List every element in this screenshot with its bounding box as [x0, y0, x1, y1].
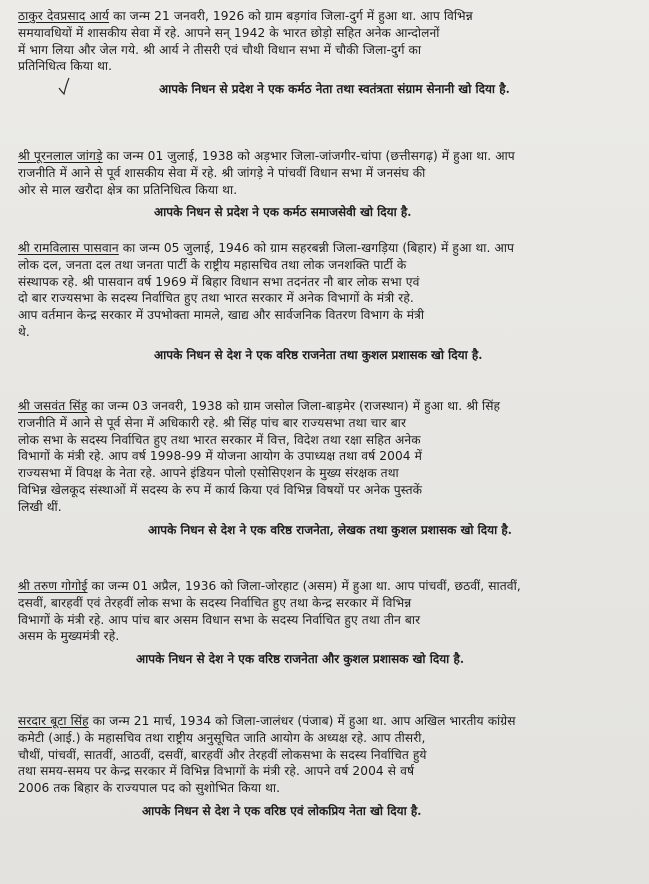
obituary-text — [18, 578, 630, 645]
tribute-line: आपके निधन से देश ने एक वरिष्ठ राजनेता तथा कुशल प्रशासक खो दिया है. — [154, 347, 483, 362]
obituary-text — [18, 148, 630, 198]
obituary-buta-singh — [18, 713, 630, 819]
obituary-body: का जन्म 21 जनवरी, 1926 को ग्राम बड़गांव जिला-दुर्ग में हुआ था. आप विभिन्न समयावधियों में शासकीय सेवा में रहे. आपने सन् 1942 के भारत छोड़ो सहित अनेक आन्दोलनों में भाग लिया और जेल गये. श्री आर्य ने तीसरी एवं चौथी विधान सभा में चौकी जिला-दुर्ग का प्रतिनिधित्व किया था. — [18, 9, 473, 74]
obituary-body: का जन्म 01 अप्रैल, 1936 को जिला-जोरहाट (असम) में हुआ था. आप पांचवीं, छठवीं, सातवीं, दसवीं, बारहवीं एवं तेरहवीं लोक सभा के सदस्य निर्वाचित हुए तथा केन्द्र सरकार में विभिन्न विभागों के मंत्री रहे. आप पांच बार असम विधान सभा के सदस्य निर्वाचित हुए तथा तीन बार असम के मुख्यमंत्री रहे. — [18, 579, 521, 644]
obituary-body: का जन्म 03 जनवरी, 1938 को ग्राम जसोल जिला-बाड़मेर (राजस्थान) में हुआ था. श्री सिंह राजनीति में आने से पूर्व सेना में अधिकारी रहे. श्री सिंह पांच बार राज्यसभा तथा चार बार लोक सभा के सदस्य निर्वाचित हुए तथा भारत सरकार में वित्त, विदेश तथा रक्षा सहित अनेक विभागों के मंत्री रहे. आप वर्ष 1998-99 में योजना आयोग के उपाध्यक्ष तथा वर्ष 2004 में राज्यसभा में विपक्ष के नेता रहे. आपने इंडियन पोलो एसोसिएशन के मुख्य संरक्षक तथा विभिन्न खेलकूद संस्थाओं में सदस्य के रुप में कार्य किया एवं विभिन्न विषयों पर अनेक पुस्तकें लिखी थीं. — [18, 399, 501, 514]
obituary-tarun-gogoi — [18, 578, 630, 667]
obituary-body: का जन्म 01 जुलाई, 1938 को अड़भार जिला-जांजगीर-चांपा (छत्तीसगढ़) में हुआ था. आप राजनीति में आने से पूर्व शासकीय सेवा में रहे. श्री जांगड़े ने पांचवीं विधान सभा में जनसंघ की ओर से माल खरौदा क्षेत्र का प्रतिनिधित्व किया था. — [18, 149, 515, 197]
obituary-text — [18, 713, 630, 797]
obituary-body: का जन्म 05 जुलाई, 1946 को ग्राम सहरबन्नी जिला-खगड़िया (बिहार) में हुआ था. आप लोक दल, जनता दल तथा जनता पार्टी के राष्ट्रीय महासचिव तथा लोक जनशक्ति पार्टी के संस्थापक रहे. श्री पासवान वर्ष 1969 में बिहार विधान सभा तदनंतर नौ बार लोक सभा एवं दो बार राज्यसभा के सदस्य निर्वाचित हुए तथा भारत सरकार में अनेक विभागों के मंत्री रहे. आप वर्तमान केन्द्र सरकार में उपभोक्ता मामले, खाद्य और सार्वजनिक वितरण विभाग के मंत्री थे. — [18, 241, 515, 339]
tribute-line: आपके निधन से देश ने एक वरिष्ठ राजनेता, लेखक तथा कुशल प्रशासक खो दिया है. — [148, 522, 512, 537]
tribute-line: आपके निधन से देश ने एक वरिष्ठ एवं लोकप्रिय नेता खो दिया है. — [142, 803, 422, 818]
person-name: श्री तरुण गोगोई — [18, 579, 88, 593]
person-name: श्री रामविलास पासवान — [18, 241, 119, 255]
person-name: सरदार बूटा सिंह — [18, 714, 89, 728]
person-name: ठाकुर देवप्रसाद आर्य — [18, 9, 110, 23]
obituary-text — [18, 398, 630, 516]
tribute-line: आपके निधन से देश ने एक वरिष्ठ राजनेता और कुशल प्रशासक खो दिया है. — [136, 652, 464, 667]
obituary-ramvilas-paswan — [18, 240, 630, 363]
obituary-jaswant-singh — [18, 398, 630, 538]
person-name: श्री जसवंत सिंह — [18, 399, 88, 413]
tribute-line: आपके निधन से प्रदेश ने एक कर्मठ नेता तथा स्वतंत्रता संग्राम सेनानी खो दिया है. — [159, 82, 510, 97]
person-name: श्री पूरनलाल जांगड़े — [18, 149, 103, 163]
obituary-puranlal-jangde — [18, 148, 630, 220]
tribute-line: आपके निधन से प्रदेश ने एक कर्मठ समाजसेवी खो दिया है. — [154, 205, 412, 220]
obituary-text — [18, 240, 630, 341]
obituary-thakur-devprasad-arya — [18, 8, 630, 97]
obituary-text — [18, 8, 630, 75]
obituary-body: का जन्म 21 मार्च, 1934 को जिला-जालंधर (पंजाब) में हुआ था. आप अखिल भारतीय कांग्रेस कमेटी (आई.) के महासचिव तथा राष्ट्रीय अनुसूचित जाति आयोग के अध्यक्ष रहे. आप तीसरी, चौथीं, पांचवीं, सातवीं, आठवीं, दसवीं, बारहवीं और तेरहवीं लोकसभा के सदस्य निर्वाचित हुये तथा समय-समय पर केन्द्र सरकार में विभिन्न विभागों के मंत्री रहे. आपने वर्ष 2004 से वर्ष 2006 तक बिहार के राज्यपाल पद को सुशोभित किया था. — [18, 714, 516, 796]
